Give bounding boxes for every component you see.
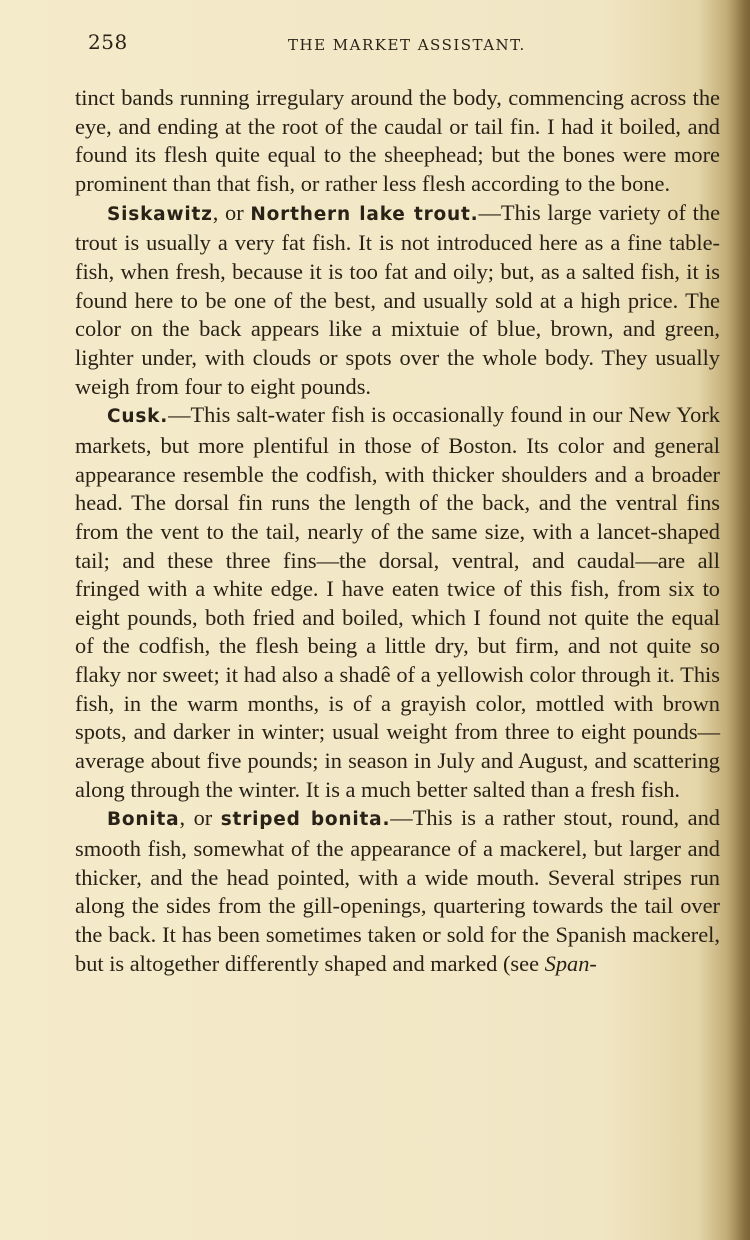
body-text: [75, 84, 720, 978]
italic-cross-reference: Span-: [544, 950, 597, 976]
paragraph-text: —This large variety of the trout is usually a very fat fish. It is not introduced here as a fine table-fish, when fresh, because it is too fat and oily; but, as a salted fish, it is found here to be one of the best, and usually sold at a high price. The color on the back appears like a mixtuie of blue, brown, and green, lighter under, with clouds or spots over the whole body. They usually weigh from four to eight pounds.: [75, 199, 721, 399]
running-head: THE MARKET ASSISTANT.: [288, 36, 526, 54]
paragraph-siskawitz: [75, 199, 720, 402]
paragraph-text: tinct bands running irregulary around the body, commencing across the eye, and ending at the root of the caudal or tail fin. I had it boiled, and found its flesh quite equal to the sheephead; but the bones were more prominent than that fish, or rather less flesh according to the bone.: [75, 85, 720, 196]
entry-heading: Siskawitz: [107, 203, 213, 225]
entry-heading-alt: Northern lake trout.: [250, 203, 479, 225]
paragraph-text: —This salt-water fish is occasionally found in our New York markets, but more plentiful in those of Boston. Its color and general appearance resemble the codfish, with thicker shoulders and a broader head. The dorsal fin runs the length of the back, and the ventral fins from the vent to the tail, nearly of the same size, with a lancet-shaped tail; and these three fins—the dorsal, ventral, and caudal—are all fringed with a white edge. I have eaten twice of this fish, from six to eight pounds, both fried and boiled, which I found not quite the equal of the codfish, the flesh being a little dry, but firm, and not quite so flaky nor sweet; it had also a shadê of a yellowish color through it. This fish, in the warm months, is of a grayish color, mottled with brown spots, and darker in winter; usual weight from three to eight pounds—average about five pounds; in season in July and August, and scattering along through the winter. It is a much better salted than a fresh fish.: [75, 402, 720, 802]
entry-heading: Cusk.: [107, 406, 169, 428]
entry-heading-alt: striped bonita.: [220, 809, 391, 831]
heading-connector: , or: [212, 199, 251, 225]
heading-connector: , or: [179, 805, 221, 831]
page-edge-shadow: [726, 0, 750, 1240]
page-header: [88, 30, 720, 60]
paragraph-cusk: [75, 401, 720, 804]
page-number: 258: [88, 30, 128, 54]
paragraph-text: —This is a rather stout, round, and smooth fish, somewhat of the appearance of a mackerel, but larger and thicker, and the head pointed, with a wide mouth. Several stripes run along the sides from the gill-openings, quartering towards the tail over the back. It has been sometimes taken or sold for the Spanish mackerel, but is altogether differently shaped and marked (see: [75, 805, 720, 976]
entry-heading: Bonita: [107, 809, 180, 831]
paragraph-bonita: [75, 804, 720, 978]
paragraph-continuation: [75, 84, 720, 199]
